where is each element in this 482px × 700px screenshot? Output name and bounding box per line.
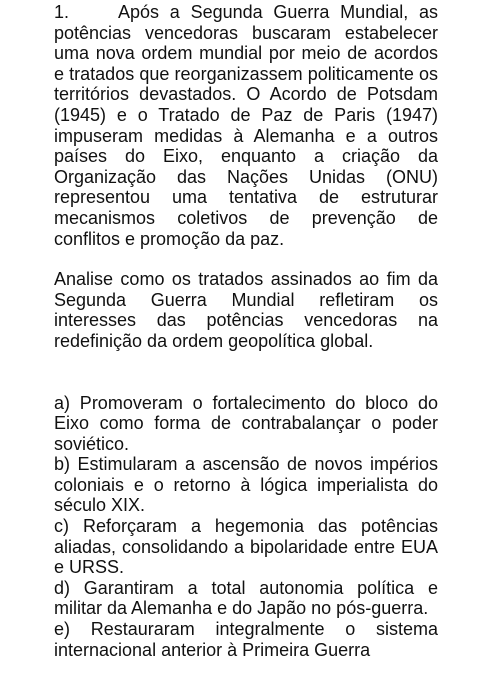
question-statement [54, 2, 438, 249]
option-d[interactable]: d) Garantiram a total autonomia política e militar da Alemanha e do Japão no pós-guerra. [54, 577, 438, 619]
question-prompt: Analise como os tratados assinados ao fim da Segunda Guerra Mundial refletiram os interesses das potências vencedoras na redefinição da ordem geopolítica global. [54, 269, 438, 351]
option-e[interactable]: e) Restauraram integralmente o sistema internacional anterior à Primeira Guerra [54, 619, 438, 660]
option-a[interactable]: a) Promoveram o fortalecimento do bloco do Eixo como forma de contrabalançar o poder soviético. [54, 392, 438, 454]
question-number: 1. [54, 2, 70, 22]
question-page [54, 2, 438, 660]
answer-options [54, 393, 438, 661]
question-body: Após a Segunda Guerra Mundial, as potências vencedoras buscaram estabelecer uma nova ordem mundial por meio de acordos e tratados que reorganizassem politicamente os territórios devastados. O Acordo de Potsdam (1945) e o Tratado de Paz de Paris (1947) impuseram medidas à Alemanha e a outros países do Eixo, enquanto a criação da Organização das Nações Unidas (ONU) representou uma tentativa de estruturar mecanismos coletivos de prevenção de conflitos e promoção da paz. [54, 2, 438, 249]
option-b[interactable]: b) Estimularam a ascensão de novos impérios coloniais e o retorno à lógica imperialista do século XIX. [54, 454, 438, 516]
option-c[interactable]: c) Reforçaram a hegemonia das potências aliadas, consolidando a bipolaridade entre EUA e URSS. [54, 516, 438, 578]
